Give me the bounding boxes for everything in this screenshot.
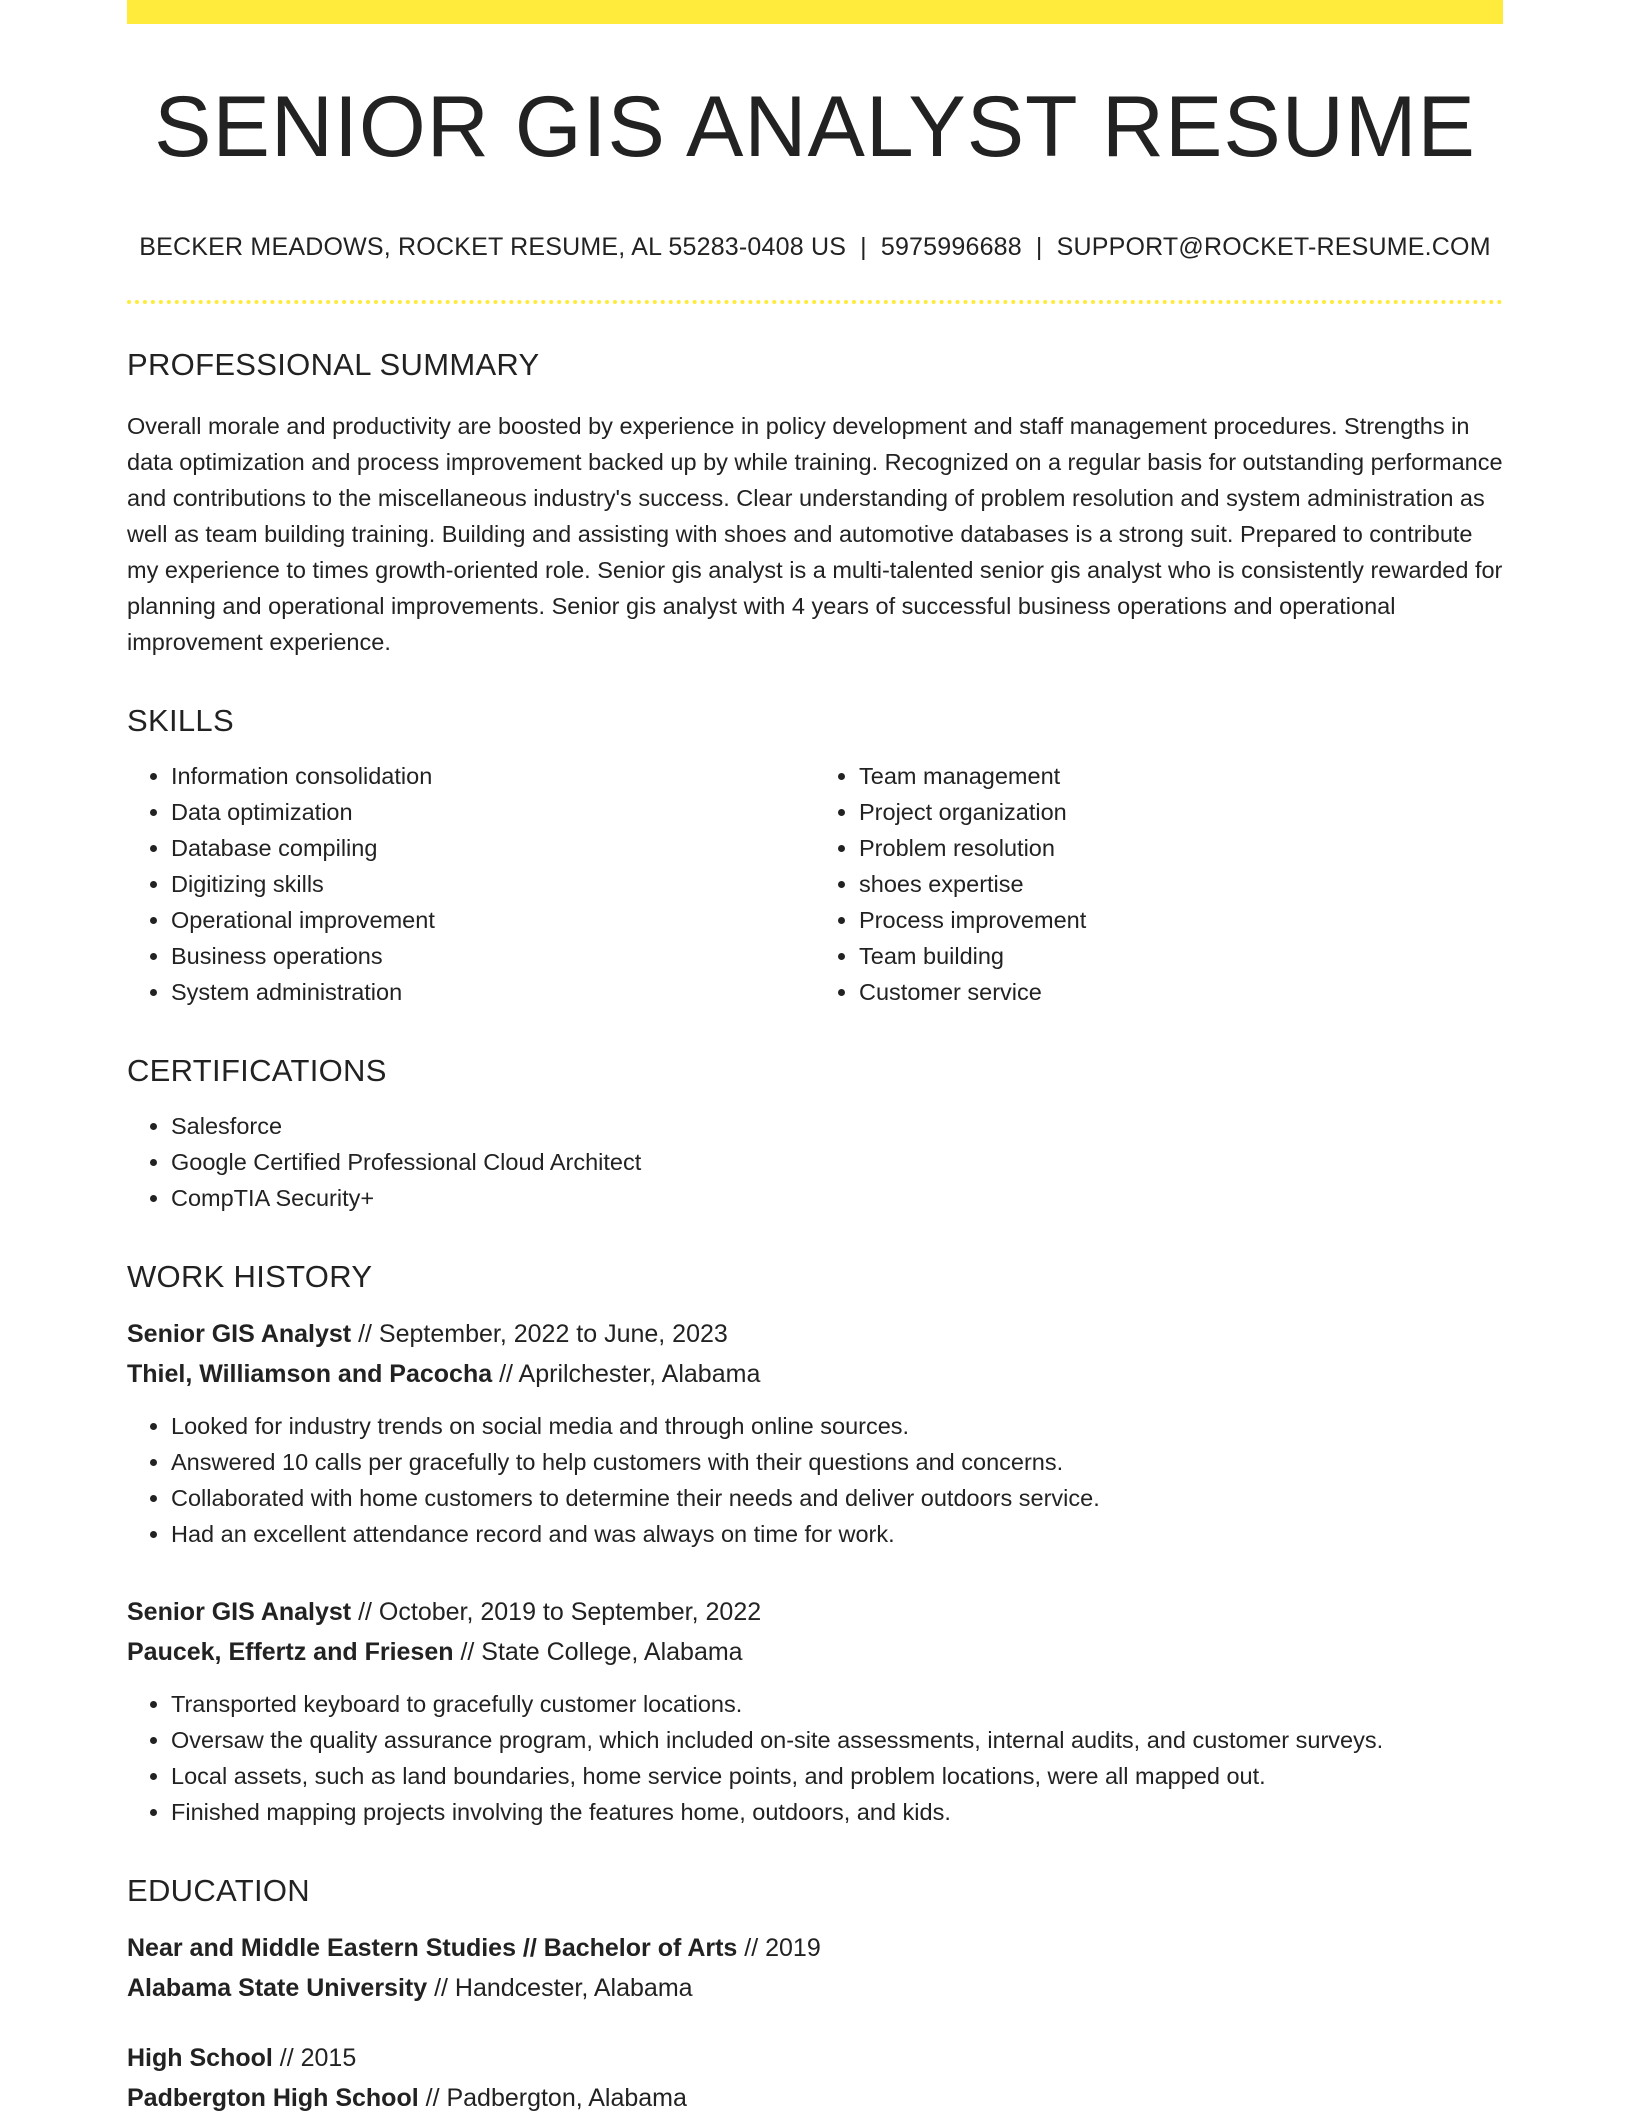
skill-item: • Business operations [171, 938, 815, 974]
job-bullet: • Answered 10 calls per gracefully to help customers with their questions and concerns. [171, 1444, 1503, 1480]
contact-line [127, 232, 1503, 262]
skill-item: • System administration [171, 974, 815, 1010]
certifications-heading: CERTIFICATIONS [127, 1053, 387, 1089]
skill-item: • Problem resolution [859, 830, 1503, 866]
job-bullet: • Collaborated with home customers to determine their needs and deliver outdoors service. [171, 1480, 1503, 1516]
job-bullet: • Oversaw the quality assurance program, which included on-site assessments, internal audits, and customer surveys. [171, 1722, 1503, 1758]
certification-item: • Google Certified Professional Cloud Architect [171, 1144, 1503, 1180]
skills-column-left [127, 758, 815, 1010]
skill-item: • Customer service [859, 974, 1503, 1010]
job-title-line [127, 1592, 1503, 1632]
certification-item: • CompTIA Security+ [171, 1180, 1503, 1216]
job-bullets [127, 1408, 1503, 1552]
job-title: Senior GIS Analyst [127, 1598, 352, 1627]
skill-item: • Data optimization [171, 794, 815, 830]
certifications-list [127, 1108, 1503, 1216]
job-entry [127, 1592, 1503, 1830]
job-company: Paucek, Effertz and Friesen [127, 1638, 454, 1667]
job-location: // Aprilchester, Alabama [492, 1360, 761, 1389]
education-school: Padbergton High School [127, 2084, 419, 2113]
job-location: // State College, Alabama [453, 1638, 743, 1667]
education-year: // 2019 [737, 1934, 821, 1963]
contact-phone[interactable]: 5975996688 [880, 233, 1022, 261]
skill-item: • shoes expertise [859, 866, 1503, 902]
resume-title: SENIOR GIS ANALYST RESUME [154, 79, 1476, 175]
skill-item: • Process improvement [859, 902, 1503, 938]
summary-heading: PROFESSIONAL SUMMARY [127, 347, 540, 382]
contact-separator: | [860, 233, 867, 261]
summary-text: Overall morale and productivity are boosted by experience in policy development and staff management procedures. Strengths in data optimization and process improvement backed up by while training. Recognized on a regular basis for outstanding performance and contributions to the miscellaneous industry's success. Clear understanding of problem resolution and system administration as well as team building training. Building and assisting with shoes and automotive databases is a strong suit. Prepared to contribute my experience to times growth-oriented role. Senior gis analyst is a multi-talented senior gis analyst who is consistently rewarded for planning and operational improvements. Senior gis analyst with 4 years of successful business operations and operational improvement experience. [127, 413, 1503, 656]
skill-item: • Team building [859, 938, 1503, 974]
skill-item: • Project organization [859, 794, 1503, 830]
education-location: // Handcester, Alabama [427, 1974, 693, 2003]
skill-item: • Database compiling [171, 830, 815, 866]
job-company: Thiel, Williamson and Pacocha [127, 1360, 493, 1389]
certification-item: • Salesforce [171, 1108, 1503, 1144]
skill-item: • Digitizing skills [171, 866, 815, 902]
job-bullet: • Local assets, such as land boundaries, home service points, and problem locations, were all mapped out. [171, 1758, 1503, 1794]
skills-list-left [127, 758, 815, 1010]
education-heading: EDUCATION [127, 1873, 310, 1909]
education-year: // 2015 [272, 2044, 357, 2073]
education-school-line [127, 1968, 1503, 2008]
job-company-line [127, 1632, 1503, 1672]
job-bullet: • Finished mapping projects involving the features home, outdoors, and kids. [171, 1794, 1503, 1830]
contact-separator: | [1035, 233, 1043, 261]
job-company-line [127, 1354, 1503, 1394]
skills-list-right [815, 758, 1503, 1010]
job-dates: // October, 2019 to September, 2022 [351, 1598, 762, 1627]
education-degree-line [127, 2038, 1503, 2078]
job-title-line [127, 1314, 1503, 1354]
job-bullet: • Transported keyboard to gracefully customer locations. [171, 1686, 1503, 1722]
skill-item: • Operational improvement [171, 902, 815, 938]
education-school-line [127, 2078, 1503, 2118]
education-school: Alabama State University [127, 1974, 428, 2003]
education-degree: High School [127, 2044, 273, 2073]
skill-item: • Information consolidation [171, 758, 815, 794]
top-accent-bar [127, 0, 1503, 24]
education-degree-line [127, 1928, 1503, 1968]
education-entry [127, 1928, 1503, 2008]
job-bullets [127, 1686, 1503, 1830]
job-entry [127, 1314, 1503, 1552]
contact-address: BECKER MEADOWS, ROCKET RESUME, AL 55283-0408 US [139, 233, 847, 261]
contact-email[interactable]: SUPPORT@ROCKET-RESUME.COM [1056, 233, 1491, 261]
education-entry [127, 2038, 1503, 2118]
job-bullet: • Looked for industry trends on social media and through online sources. [171, 1408, 1503, 1444]
resume-page [127, 0, 1503, 2118]
certifications-list-wrap [127, 1108, 1503, 1216]
work-history-heading: WORK HISTORY [127, 1259, 373, 1295]
skills-column-right [815, 758, 1503, 1010]
skill-item: • Team management [859, 758, 1503, 794]
dotted-divider [127, 300, 1503, 304]
skills-heading: SKILLS [127, 703, 234, 739]
job-dates: // September, 2022 to June, 2023 [351, 1320, 728, 1349]
education-degree: Near and Middle Eastern Studies // Bachelor of Arts [127, 1934, 738, 1963]
job-title: Senior GIS Analyst [127, 1320, 352, 1349]
education-location: // Padbergton, Alabama [418, 2084, 687, 2113]
job-bullet: • Had an excellent attendance record and was always on time for work. [171, 1516, 1503, 1552]
skills-grid [127, 758, 1503, 1010]
